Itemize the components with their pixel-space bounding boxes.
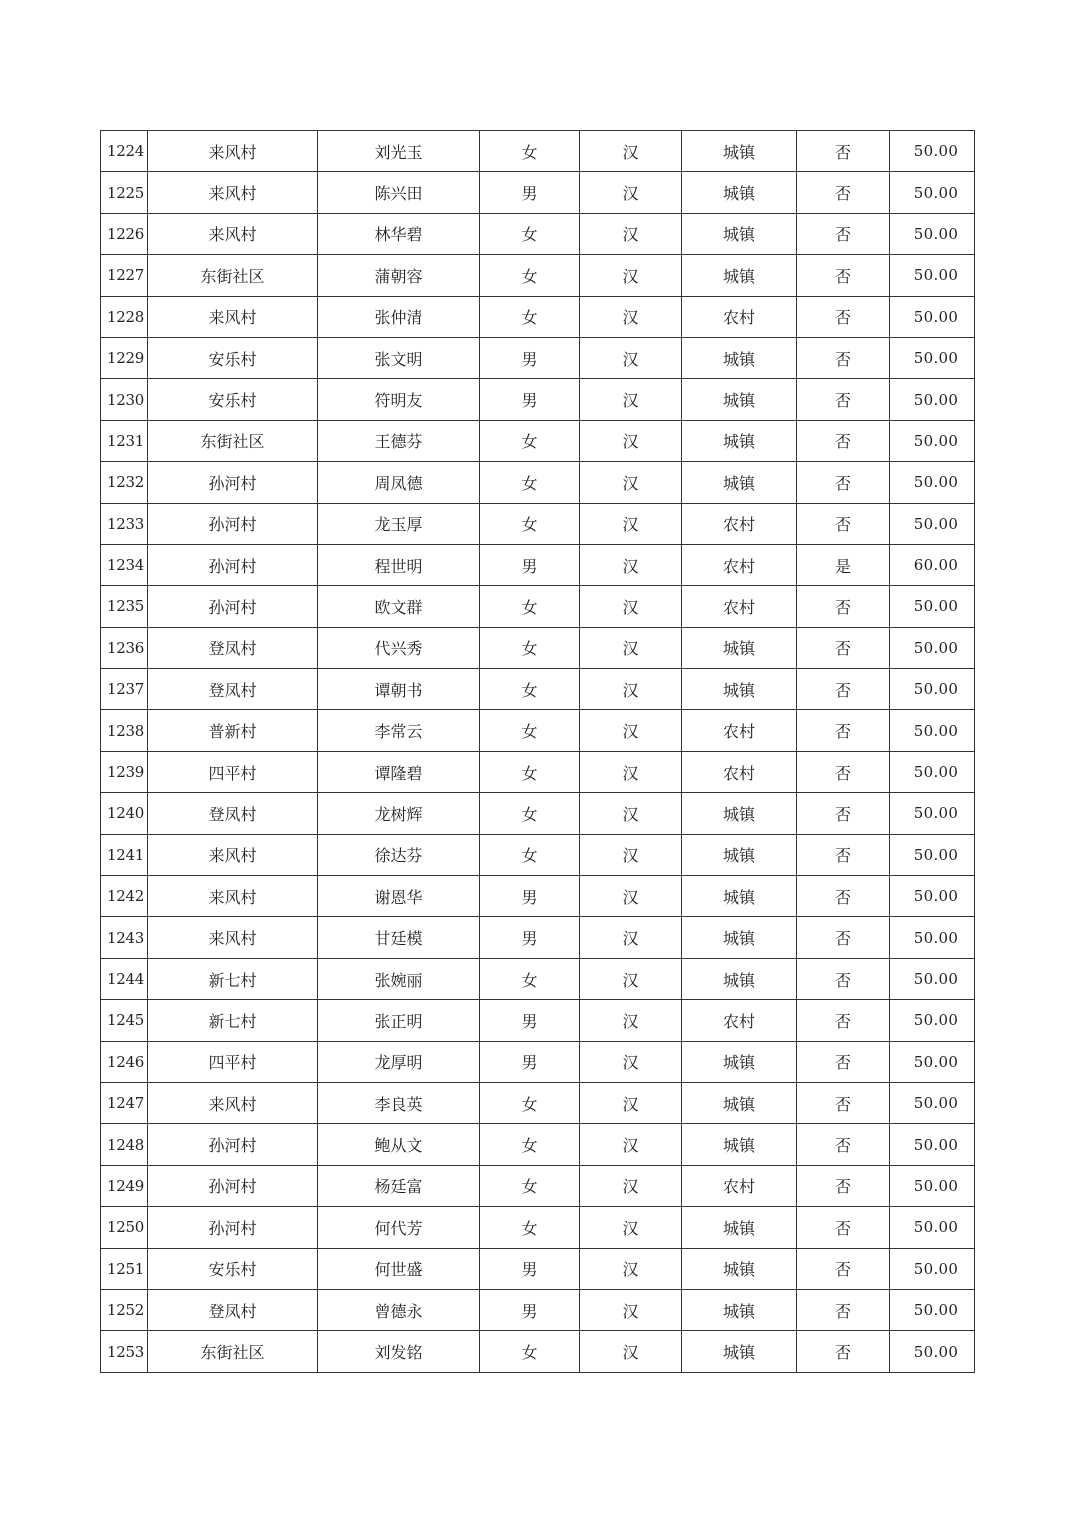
cell-gender: 女 [480, 1207, 580, 1248]
cell-gender: 男 [480, 172, 580, 213]
cell-household: 农村 [682, 1165, 797, 1206]
cell-flag: 否 [797, 213, 890, 254]
cell-village: 孙河村 [148, 462, 318, 503]
cell-amount: 50.00 [890, 296, 975, 337]
cell-village: 安乐村 [148, 1248, 318, 1289]
cell-household: 农村 [682, 751, 797, 792]
cell-ethnicity: 汉 [580, 503, 682, 544]
cell-ethnicity: 汉 [580, 379, 682, 420]
cell-village: 来风村 [148, 1082, 318, 1123]
cell-village: 四平村 [148, 1041, 318, 1082]
cell-ethnicity: 汉 [580, 1000, 682, 1041]
cell-id: 1243 [101, 917, 148, 958]
cell-gender: 女 [480, 213, 580, 254]
cell-household: 农村 [682, 710, 797, 751]
cell-flag: 否 [797, 255, 890, 296]
cell-village: 来风村 [148, 834, 318, 875]
cell-id: 1251 [101, 1248, 148, 1289]
cell-name: 甘廷模 [318, 917, 480, 958]
cell-name: 王德芬 [318, 420, 480, 461]
cell-ethnicity: 汉 [580, 1165, 682, 1206]
cell-village: 孙河村 [148, 586, 318, 627]
cell-gender: 女 [480, 1165, 580, 1206]
cell-id: 1227 [101, 255, 148, 296]
cell-id: 1226 [101, 213, 148, 254]
cell-household: 城镇 [682, 793, 797, 834]
cell-gender: 男 [480, 1000, 580, 1041]
cell-ethnicity: 汉 [580, 669, 682, 710]
cell-name: 张正明 [318, 1000, 480, 1041]
cell-ethnicity: 汉 [580, 1082, 682, 1123]
cell-amount: 50.00 [890, 710, 975, 751]
cell-amount: 50.00 [890, 1041, 975, 1082]
cell-household: 城镇 [682, 213, 797, 254]
cell-gender: 女 [480, 710, 580, 751]
cell-village: 新七村 [148, 958, 318, 999]
cell-name: 张婉丽 [318, 958, 480, 999]
cell-amount: 50.00 [890, 255, 975, 296]
cell-flag: 否 [797, 172, 890, 213]
cell-name: 曾德永 [318, 1289, 480, 1330]
cell-household: 城镇 [682, 379, 797, 420]
cell-household: 城镇 [682, 958, 797, 999]
cell-amount: 50.00 [890, 1165, 975, 1206]
cell-amount: 50.00 [890, 834, 975, 875]
cell-flag: 否 [797, 834, 890, 875]
cell-ethnicity: 汉 [580, 1207, 682, 1248]
cell-amount: 50.00 [890, 669, 975, 710]
cell-flag: 否 [797, 503, 890, 544]
cell-village: 来风村 [148, 131, 318, 172]
cell-flag: 否 [797, 1041, 890, 1082]
cell-id: 1241 [101, 834, 148, 875]
cell-household: 城镇 [682, 255, 797, 296]
cell-village: 登凤村 [148, 627, 318, 668]
cell-id: 1232 [101, 462, 148, 503]
cell-village: 新七村 [148, 1000, 318, 1041]
cell-ethnicity: 汉 [580, 337, 682, 378]
cell-ethnicity: 汉 [580, 296, 682, 337]
table-row [101, 462, 975, 503]
table-row [101, 876, 975, 917]
cell-village: 普新村 [148, 710, 318, 751]
table-row [101, 1289, 975, 1330]
cell-ethnicity: 汉 [580, 255, 682, 296]
cell-ethnicity: 汉 [580, 917, 682, 958]
table-row [101, 1124, 975, 1165]
cell-ethnicity: 汉 [580, 1124, 682, 1165]
table-row [101, 710, 975, 751]
cell-gender: 男 [480, 337, 580, 378]
cell-village: 安乐村 [148, 337, 318, 378]
cell-id: 1230 [101, 379, 148, 420]
cell-ethnicity: 汉 [580, 1289, 682, 1330]
cell-gender: 女 [480, 462, 580, 503]
cell-amount: 50.00 [890, 751, 975, 792]
table-row [101, 627, 975, 668]
cell-ethnicity: 汉 [580, 751, 682, 792]
cell-flag: 否 [797, 793, 890, 834]
cell-id: 1242 [101, 876, 148, 917]
cell-flag: 否 [797, 462, 890, 503]
cell-name: 何代芳 [318, 1207, 480, 1248]
cell-flag: 否 [797, 669, 890, 710]
cell-flag: 否 [797, 751, 890, 792]
cell-amount: 50.00 [890, 172, 975, 213]
cell-name: 谭隆碧 [318, 751, 480, 792]
cell-ethnicity: 汉 [580, 213, 682, 254]
cell-id: 1248 [101, 1124, 148, 1165]
cell-amount: 50.00 [890, 1248, 975, 1289]
cell-amount: 50.00 [890, 420, 975, 461]
cell-name: 杨廷富 [318, 1165, 480, 1206]
cell-gender: 女 [480, 1082, 580, 1123]
cell-ethnicity: 汉 [580, 710, 682, 751]
cell-id: 1224 [101, 131, 148, 172]
cell-amount: 50.00 [890, 1082, 975, 1123]
cell-household: 城镇 [682, 1041, 797, 1082]
table-row [101, 1000, 975, 1041]
cell-id: 1245 [101, 1000, 148, 1041]
cell-household: 农村 [682, 586, 797, 627]
cell-gender: 女 [480, 503, 580, 544]
cell-household: 城镇 [682, 1248, 797, 1289]
cell-village: 来风村 [148, 876, 318, 917]
cell-name: 蒲朝容 [318, 255, 480, 296]
cell-id: 1225 [101, 172, 148, 213]
cell-name: 何世盛 [318, 1248, 480, 1289]
table-row [101, 337, 975, 378]
cell-amount: 50.00 [890, 131, 975, 172]
cell-name: 徐达芬 [318, 834, 480, 875]
cell-name: 李良英 [318, 1082, 480, 1123]
table-row [101, 1207, 975, 1248]
cell-gender: 女 [480, 296, 580, 337]
cell-id: 1252 [101, 1289, 148, 1330]
cell-household: 城镇 [682, 462, 797, 503]
cell-village: 东街社区 [148, 1331, 318, 1372]
cell-gender: 女 [480, 834, 580, 875]
cell-village: 来风村 [148, 296, 318, 337]
cell-household: 城镇 [682, 337, 797, 378]
cell-household: 城镇 [682, 1082, 797, 1123]
cell-gender: 女 [480, 131, 580, 172]
cell-gender: 女 [480, 1124, 580, 1165]
table-row [101, 834, 975, 875]
cell-household: 农村 [682, 503, 797, 544]
table-row [101, 751, 975, 792]
cell-amount: 50.00 [890, 1124, 975, 1165]
cell-name: 谭朝书 [318, 669, 480, 710]
cell-ethnicity: 汉 [580, 627, 682, 668]
cell-name: 代兴秀 [318, 627, 480, 668]
cell-village: 孙河村 [148, 503, 318, 544]
cell-amount: 50.00 [890, 958, 975, 999]
cell-gender: 男 [480, 379, 580, 420]
cell-village: 来风村 [148, 917, 318, 958]
cell-gender: 女 [480, 627, 580, 668]
cell-amount: 50.00 [890, 627, 975, 668]
cell-id: 1246 [101, 1041, 148, 1082]
table-row [101, 420, 975, 461]
cell-name: 林华碧 [318, 213, 480, 254]
cell-amount: 50.00 [890, 1289, 975, 1330]
cell-gender: 女 [480, 586, 580, 627]
table-row [101, 172, 975, 213]
cell-village: 来风村 [148, 172, 318, 213]
cell-ethnicity: 汉 [580, 1331, 682, 1372]
cell-flag: 否 [797, 1165, 890, 1206]
cell-name: 程世明 [318, 544, 480, 585]
cell-amount: 50.00 [890, 1207, 975, 1248]
cell-id: 1249 [101, 1165, 148, 1206]
cell-ethnicity: 汉 [580, 876, 682, 917]
cell-ethnicity: 汉 [580, 834, 682, 875]
cell-name: 陈兴田 [318, 172, 480, 213]
cell-household: 城镇 [682, 834, 797, 875]
cell-gender: 女 [480, 255, 580, 296]
table-row [101, 1331, 975, 1372]
table-body [101, 131, 975, 1373]
cell-ethnicity: 汉 [580, 793, 682, 834]
cell-flag: 否 [797, 1207, 890, 1248]
cell-amount: 50.00 [890, 337, 975, 378]
cell-id: 1239 [101, 751, 148, 792]
cell-amount: 50.00 [890, 462, 975, 503]
cell-id: 1231 [101, 420, 148, 461]
cell-name: 欧文群 [318, 586, 480, 627]
cell-name: 龙厚明 [318, 1041, 480, 1082]
cell-household: 城镇 [682, 1124, 797, 1165]
cell-id: 1236 [101, 627, 148, 668]
table-row [101, 503, 975, 544]
table-row [101, 1082, 975, 1123]
cell-household: 农村 [682, 296, 797, 337]
cell-village: 四平村 [148, 751, 318, 792]
cell-flag: 否 [797, 1124, 890, 1165]
table-row [101, 1248, 975, 1289]
cell-household: 城镇 [682, 1207, 797, 1248]
cell-amount: 50.00 [890, 379, 975, 420]
cell-household: 城镇 [682, 917, 797, 958]
cell-id: 1238 [101, 710, 148, 751]
cell-household: 城镇 [682, 131, 797, 172]
cell-gender: 女 [480, 958, 580, 999]
cell-flag: 否 [797, 296, 890, 337]
cell-ethnicity: 汉 [580, 462, 682, 503]
cell-village: 登凤村 [148, 1289, 318, 1330]
cell-gender: 男 [480, 917, 580, 958]
table-row [101, 255, 975, 296]
table-row [101, 379, 975, 420]
cell-flag: 否 [797, 627, 890, 668]
table-row [101, 213, 975, 254]
cell-household: 农村 [682, 1000, 797, 1041]
cell-flag: 否 [797, 420, 890, 461]
cell-id: 1244 [101, 958, 148, 999]
cell-household: 城镇 [682, 669, 797, 710]
cell-village: 孙河村 [148, 1124, 318, 1165]
cell-village: 登凤村 [148, 793, 318, 834]
cell-name: 刘发铭 [318, 1331, 480, 1372]
cell-ethnicity: 汉 [580, 172, 682, 213]
cell-id: 1235 [101, 586, 148, 627]
cell-household: 城镇 [682, 876, 797, 917]
cell-household: 城镇 [682, 1331, 797, 1372]
cell-amount: 50.00 [890, 793, 975, 834]
cell-amount: 50.00 [890, 213, 975, 254]
cell-flag: 否 [797, 710, 890, 751]
cell-household: 城镇 [682, 420, 797, 461]
cell-ethnicity: 汉 [580, 420, 682, 461]
cell-name: 鲍从文 [318, 1124, 480, 1165]
cell-gender: 女 [480, 420, 580, 461]
cell-flag: 否 [797, 131, 890, 172]
cell-amount: 50.00 [890, 1331, 975, 1372]
cell-flag: 否 [797, 917, 890, 958]
cell-flag: 否 [797, 1082, 890, 1123]
cell-name: 谢恩华 [318, 876, 480, 917]
cell-name: 李常云 [318, 710, 480, 751]
cell-household: 农村 [682, 544, 797, 585]
table-row [101, 296, 975, 337]
cell-name: 周凤德 [318, 462, 480, 503]
cell-id: 1234 [101, 544, 148, 585]
cell-flag: 否 [797, 379, 890, 420]
cell-gender: 女 [480, 1331, 580, 1372]
cell-ethnicity: 汉 [580, 958, 682, 999]
cell-ethnicity: 汉 [580, 586, 682, 627]
cell-ethnicity: 汉 [580, 544, 682, 585]
cell-gender: 女 [480, 793, 580, 834]
cell-id: 1250 [101, 1207, 148, 1248]
cell-id: 1240 [101, 793, 148, 834]
cell-amount: 50.00 [890, 586, 975, 627]
table-row [101, 958, 975, 999]
cell-ethnicity: 汉 [580, 1041, 682, 1082]
cell-id: 1253 [101, 1331, 148, 1372]
table-row [101, 544, 975, 585]
table-row [101, 917, 975, 958]
cell-amount: 50.00 [890, 1000, 975, 1041]
cell-village: 安乐村 [148, 379, 318, 420]
cell-ethnicity: 汉 [580, 131, 682, 172]
cell-amount: 60.00 [890, 544, 975, 585]
cell-gender: 男 [480, 1289, 580, 1330]
cell-name: 张文明 [318, 337, 480, 378]
cell-flag: 否 [797, 958, 890, 999]
cell-gender: 女 [480, 669, 580, 710]
cell-flag: 否 [797, 1331, 890, 1372]
cell-name: 龙树辉 [318, 793, 480, 834]
cell-id: 1247 [101, 1082, 148, 1123]
cell-household: 城镇 [682, 172, 797, 213]
cell-flag: 否 [797, 586, 890, 627]
cell-amount: 50.00 [890, 503, 975, 544]
cell-name: 刘光玉 [318, 131, 480, 172]
cell-name: 张仲清 [318, 296, 480, 337]
table-row [101, 131, 975, 172]
table-row [101, 793, 975, 834]
cell-gender: 男 [480, 1248, 580, 1289]
cell-flag: 否 [797, 1000, 890, 1041]
cell-id: 1229 [101, 337, 148, 378]
cell-name: 龙玉厚 [318, 503, 480, 544]
cell-flag: 否 [797, 1248, 890, 1289]
cell-gender: 女 [480, 751, 580, 792]
cell-household: 城镇 [682, 1289, 797, 1330]
table-row [101, 1041, 975, 1082]
cell-amount: 50.00 [890, 917, 975, 958]
cell-village: 东街社区 [148, 420, 318, 461]
cell-ethnicity: 汉 [580, 1248, 682, 1289]
cell-amount: 50.00 [890, 876, 975, 917]
cell-household: 城镇 [682, 627, 797, 668]
cell-village: 孙河村 [148, 1165, 318, 1206]
cell-village: 孙河村 [148, 544, 318, 585]
cell-flag: 否 [797, 1289, 890, 1330]
cell-village: 来风村 [148, 213, 318, 254]
table-row [101, 669, 975, 710]
table-row [101, 1165, 975, 1206]
cell-flag: 否 [797, 876, 890, 917]
cell-name: 符明友 [318, 379, 480, 420]
cell-gender: 男 [480, 876, 580, 917]
cell-flag: 是 [797, 544, 890, 585]
cell-village: 孙河村 [148, 1207, 318, 1248]
cell-id: 1228 [101, 296, 148, 337]
cell-gender: 男 [480, 544, 580, 585]
cell-village: 东街社区 [148, 255, 318, 296]
cell-flag: 否 [797, 337, 890, 378]
cell-id: 1237 [101, 669, 148, 710]
records-table [100, 130, 975, 1373]
cell-id: 1233 [101, 503, 148, 544]
table-row [101, 586, 975, 627]
cell-gender: 男 [480, 1041, 580, 1082]
cell-village: 登凤村 [148, 669, 318, 710]
